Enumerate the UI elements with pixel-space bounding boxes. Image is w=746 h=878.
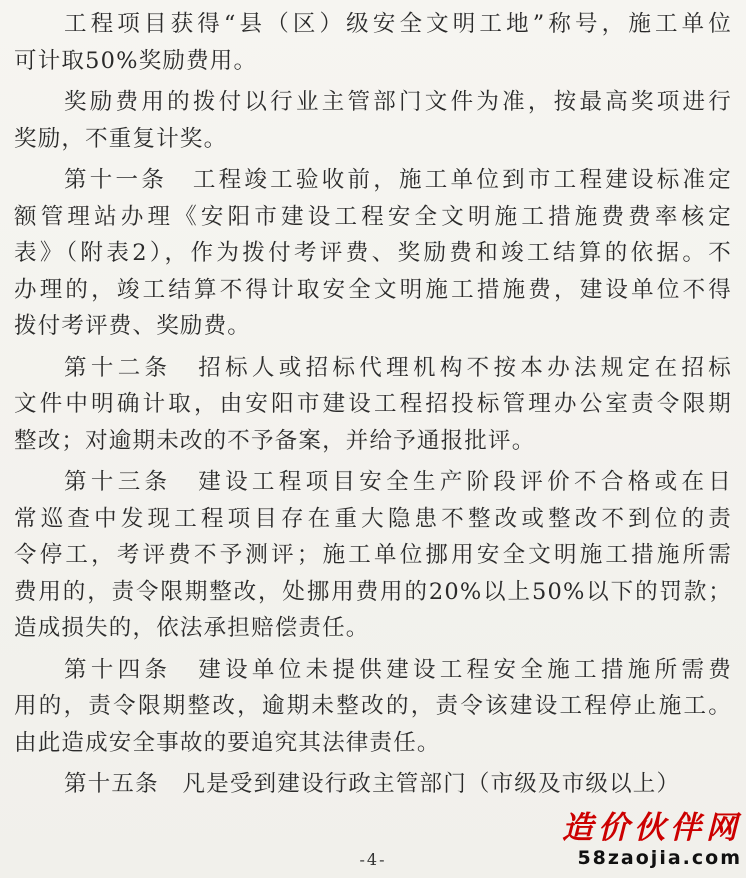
watermark-url: 58zaojia.com — [577, 847, 742, 869]
article-14-line: 由此造成安全事故的要追究其法律责任。 — [14, 729, 441, 756]
article-14-line: 第十四条 建设单位未提供建设工程安全施工措施所需费 — [64, 656, 732, 683]
site-watermark — [556, 810, 742, 876]
text-line: 工程项目获得“县（区）级安全文明工地”称号，施工单位 — [64, 11, 732, 37]
article-13-line: 费用的，责令限期整改，处挪用费用的20%以上50%以下的罚款； — [14, 578, 732, 605]
article-11-line: 额管理站办理《安阳市建设工程安全文明施工措施费费率核定 — [14, 203, 732, 230]
article-13-line: 第十三条 建设工程项目安全生产阶段评价不合格或在日 — [64, 469, 732, 495]
text-line: 奖励费用的拨付以行业主管部门文件为准，按最高奖项进行 — [64, 89, 732, 115]
text-line: 可计取50%奖励费用。 — [14, 47, 258, 74]
article-12-line: 整改；对逾期未改的不予备案，并给予通报批评。 — [14, 427, 536, 454]
text-line: 奖励，不重复计奖。 — [14, 125, 228, 152]
article-12-line: 文件中明确计取，由安阳市建设工程招投标管理办公室责令限期 — [14, 391, 732, 417]
article-11-line: 拨付考评费、奖励费。 — [14, 313, 252, 339]
article-13-line: 令停工，考评费不予测评；施工单位挪用安全文明施工措施所需 — [14, 542, 732, 568]
article-13-line: 常巡查中发现工程项目存在重大隐患不整改或整改不到位的责 — [14, 505, 732, 532]
article-14-line: 用的，责令限期整改，逾期未整改的，责令该建设工程停止施工。 — [14, 693, 732, 719]
article-13-line: 造成损失的，依法承担赔偿责任。 — [14, 615, 370, 641]
article-12-line: 第十二条 招标人或招标代理机构不按本办法规定在招标 — [64, 354, 732, 381]
document-body — [14, 6, 732, 803]
article-11-line: 办理的，竣工结算不得计取安全文明施工措施费，建设单位不得 — [14, 276, 732, 303]
article-15-line: 第十五条 凡是受到建设行政主管部门（市级及市级以上） — [64, 771, 681, 797]
page-number: -4- — [359, 850, 387, 869]
watermark-name: 造价伙伴网 — [562, 810, 742, 846]
article-11-line: 第十一条 工程竣工验收前，施工单位到市工程建设标准定 — [64, 167, 732, 193]
article-11-line: 表》（附表2），作为拨付考评费、奖励费和竣工结算的依据。不 — [14, 240, 732, 266]
